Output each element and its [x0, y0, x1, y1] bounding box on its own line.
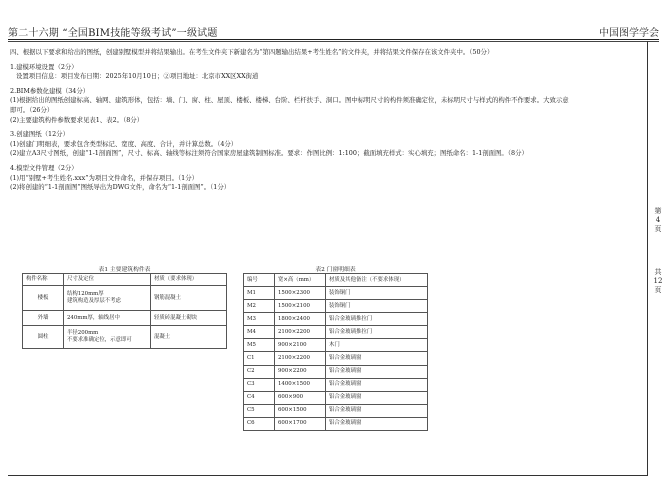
- table-row: [244, 365, 428, 378]
- column-header: 宽×高（mm）: [275, 274, 326, 287]
- table1-title: 表1 主要建筑构件表: [98, 267, 151, 273]
- organizer-name: 中国图学学会: [599, 28, 659, 39]
- table-header-row: [23, 274, 227, 286]
- table-row: [244, 378, 428, 391]
- table-cell: 装饰铜门: [326, 300, 428, 313]
- table-cell: C5: [244, 404, 275, 417]
- table-cell: 铝合金玻璃窗: [326, 391, 428, 404]
- table-cell: 1800×2400: [275, 313, 326, 326]
- table-cell: 混凝土: [151, 326, 227, 349]
- section-line: (1)根据给出的图纸创建标高、轴网、建筑形体，包括：墙、门、窗、柱、屋顶、楼板、楼梯、台阶、栏杆扶手、洞口。图中标明尺寸的构件须准确定位，未标明尺寸与样式的构件不作要求。大致示意: [10, 96, 569, 105]
- column-header: 编号: [244, 274, 275, 287]
- table-cell: 900×2200: [275, 365, 326, 378]
- header-rule: [8, 39, 659, 40]
- table-cell: 铝合金玻璃推拉门: [326, 313, 428, 326]
- table-cell: M1: [244, 287, 275, 300]
- page-total: 共 12 页: [653, 268, 663, 294]
- table2-title: 表2 门窗明细表: [315, 267, 356, 273]
- table-cell: C6: [244, 417, 275, 430]
- question-intro: 四、根据以下要求和给出的图纸，创建别墅模型并将结果输出。在考生文件夹下新建名为“第四题输出结果+考生姓名”的文件夹，并将结果文件保存在该文件夹中。（50分）: [10, 48, 494, 56]
- column-header: 尺寸及定位: [64, 274, 151, 286]
- table-row: [244, 417, 428, 430]
- table-cell: 轻质砖混凝土砌块: [151, 311, 227, 326]
- table-cell: 2100×2200: [275, 326, 326, 339]
- section-line: (2)将创建的“1-1剖面图”图纸导出为DWG文件，命名为“1-1剖面图”。（1分）: [10, 183, 231, 192]
- table-row: [244, 287, 428, 300]
- header-rule-thin: [8, 41, 659, 42]
- table-cell: 铝合金玻璃窗: [326, 404, 428, 417]
- section-heading: 4.模型文件管理（2分）: [10, 163, 78, 172]
- question-body: [10, 48, 640, 193]
- table-cell: 240mm厚，轴线居中: [64, 311, 151, 326]
- table-cell: 2100×2200: [275, 352, 326, 365]
- table-cell: 圆柱: [23, 326, 64, 349]
- exam-title: 第二十六期 “全国BIM技能等级考试”一级试题: [8, 28, 218, 39]
- section-heading: 3.创建图纸（12分）: [10, 130, 69, 139]
- table-cell: C3: [244, 378, 275, 391]
- table-cell: 1500×2100: [275, 300, 326, 313]
- table-row: [244, 352, 428, 365]
- table-row: [23, 326, 227, 349]
- table-cell: 铝合金玻璃窗: [326, 378, 428, 391]
- column-header: 材质（要求体现）: [151, 274, 227, 286]
- section-heading: 1.建模环境设置（2分）: [10, 62, 78, 71]
- table-cell: 铝合金玻璃窗: [326, 352, 428, 365]
- section-line: (2)主要建筑构件参数要求见表1、表2。（8分）: [10, 115, 144, 124]
- table-cell: 装饰铜门: [326, 287, 428, 300]
- table-cell: 1400×1500: [275, 378, 326, 391]
- page-number: 第 4 页: [654, 207, 662, 233]
- table-cell: 900×2100: [275, 339, 326, 352]
- section-line: 设置项目信息：项目发布日期：2025年10月10日；②项目地址：北京市XX区XX街道: [16, 72, 259, 81]
- table-cell: M2: [244, 300, 275, 313]
- component-table: [22, 273, 227, 349]
- table-cell: 600×900: [275, 391, 326, 404]
- table-cell: 结构120mm厚 建筑构造及厚层不考虑: [64, 286, 151, 311]
- table-cell: 楼板: [23, 286, 64, 311]
- column-header: 构件名称: [23, 274, 64, 286]
- section-line: (1)用“别墅+考生姓名.xxx”为项目文件命名，并保存项目。（1分）: [10, 173, 199, 182]
- table-row: [23, 286, 227, 311]
- table-cell: 半径200mm 不要求准确定位，示意即可: [64, 326, 151, 349]
- table-cell: M5: [244, 339, 275, 352]
- column-header: 材质及其他备注（不要求体现）: [326, 274, 428, 287]
- table-cell: 铝合金玻璃推拉门: [326, 326, 428, 339]
- table-cell: M3: [244, 313, 275, 326]
- table-row: [244, 339, 428, 352]
- section-line: (1)创建门明细表，要求包含类型标记、宽度、高度、合计，并计算总数。（4分）: [10, 139, 238, 148]
- table-row: [23, 311, 227, 326]
- section-line: (2)建立A3尺寸图纸，创建“1-1剖面图”，尺寸、标高、轴线等标注须符合国家房屋建筑制图标准。要求：作图比例：1:100；截面填充样式：实心填充；图纸命名：1-1剖面图。（8分）: [10, 149, 528, 158]
- table-header-row: [244, 274, 428, 287]
- table-cell: 木门: [326, 339, 428, 352]
- table-cell: 铝合金玻璃窗: [326, 365, 428, 378]
- table-row: [244, 300, 428, 313]
- table-cell: 铝合金玻璃窗: [326, 417, 428, 430]
- table-row: [244, 313, 428, 326]
- frame-bottom-border: [8, 475, 647, 476]
- section-heading: 2.BIM参数化建模（34分）: [10, 86, 90, 95]
- table-cell: 1500×2300: [275, 287, 326, 300]
- table-row: [244, 404, 428, 417]
- frame-right-border: [647, 41, 648, 476]
- door-window-table: [243, 273, 428, 431]
- table-cell: 钢筋混凝土: [151, 286, 227, 311]
- section-line: 即可。（26分）: [10, 105, 54, 114]
- table-row: [244, 326, 428, 339]
- table-cell: C1: [244, 352, 275, 365]
- table-cell: 外墙: [23, 311, 64, 326]
- table-cell: C4: [244, 391, 275, 404]
- table-cell: 600×1700: [275, 417, 326, 430]
- table-row: [244, 391, 428, 404]
- table-cell: C2: [244, 365, 275, 378]
- table-cell: 600×1500: [275, 404, 326, 417]
- table-cell: M4: [244, 326, 275, 339]
